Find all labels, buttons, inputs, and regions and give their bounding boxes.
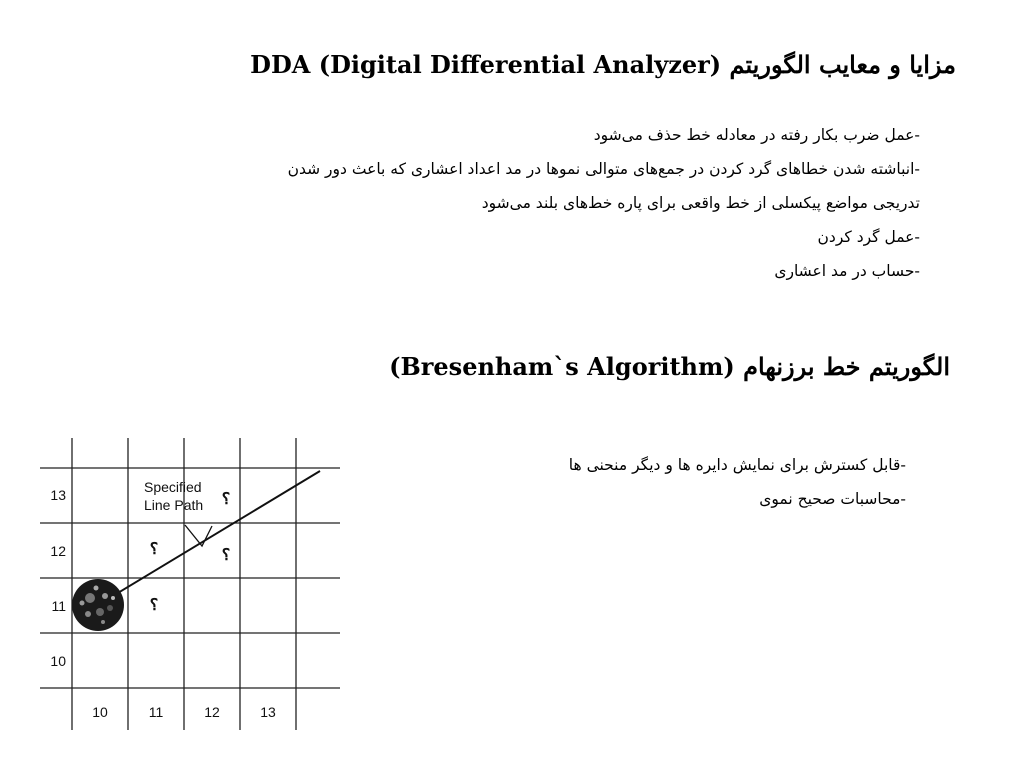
label-pointer — [185, 525, 212, 546]
y-tick-13: 13 — [50, 487, 66, 503]
dda-line-3: تدریجی مواضع پیکسلی از خط واقعی برای پاره خط‌های بلند می‌شود — [481, 194, 920, 212]
x-tick-13: 13 — [260, 704, 276, 720]
dda-line-2: -انباشته شدن خطاهای گرد کردن در جمع‌های متوالی نموها در مد اعداد اعشاری که باعث دور شدن — [287, 160, 920, 178]
y-tick-12: 12 — [50, 543, 66, 559]
pixel-grid-figure — [40, 438, 340, 730]
y-tick-11: 11 — [51, 598, 66, 614]
path-label-2: Line Path — [144, 497, 204, 513]
bresenham-title: الگوریتم خط برزنهام (Bresenham`s Algorithm) — [389, 352, 950, 381]
dda-list — [288, 118, 920, 288]
question-mark-4: ؟ — [149, 597, 159, 614]
x-tick-11: 11 — [148, 704, 164, 720]
bresenham-list — [569, 448, 906, 516]
y-tick-10: 10 — [50, 653, 66, 669]
dda-line-5: -حساب در مد اعشاری — [774, 262, 920, 280]
pixel-grid-svg — [40, 438, 340, 730]
bresenham-line-1: -قابل کسترش برای نمایش دایره ها و دیگر منحنی ها — [568, 456, 906, 474]
question-mark-2: ؟ — [149, 541, 159, 558]
question-mark-3: ؟ — [221, 547, 231, 564]
specified-line-path — [98, 471, 320, 605]
bresenham-line-2: -محاسبات صحیح نموی — [759, 490, 906, 508]
path-label-1: Specified — [144, 479, 202, 495]
x-tick-12: 12 — [204, 704, 220, 720]
dda-line-4: -عمل گرد کردن — [817, 228, 920, 246]
x-tick-10: 10 — [92, 704, 108, 720]
dda-line-1: -عمل ضرب بکار رفته در معادله خط حذف می‌شود — [593, 126, 920, 144]
question-mark-1: ؟ — [221, 491, 231, 508]
lit-pixel — [72, 579, 124, 631]
dda-title: مزایا و معایب الگوریتم DDA (Digital Differential Analyzer) — [250, 50, 956, 79]
